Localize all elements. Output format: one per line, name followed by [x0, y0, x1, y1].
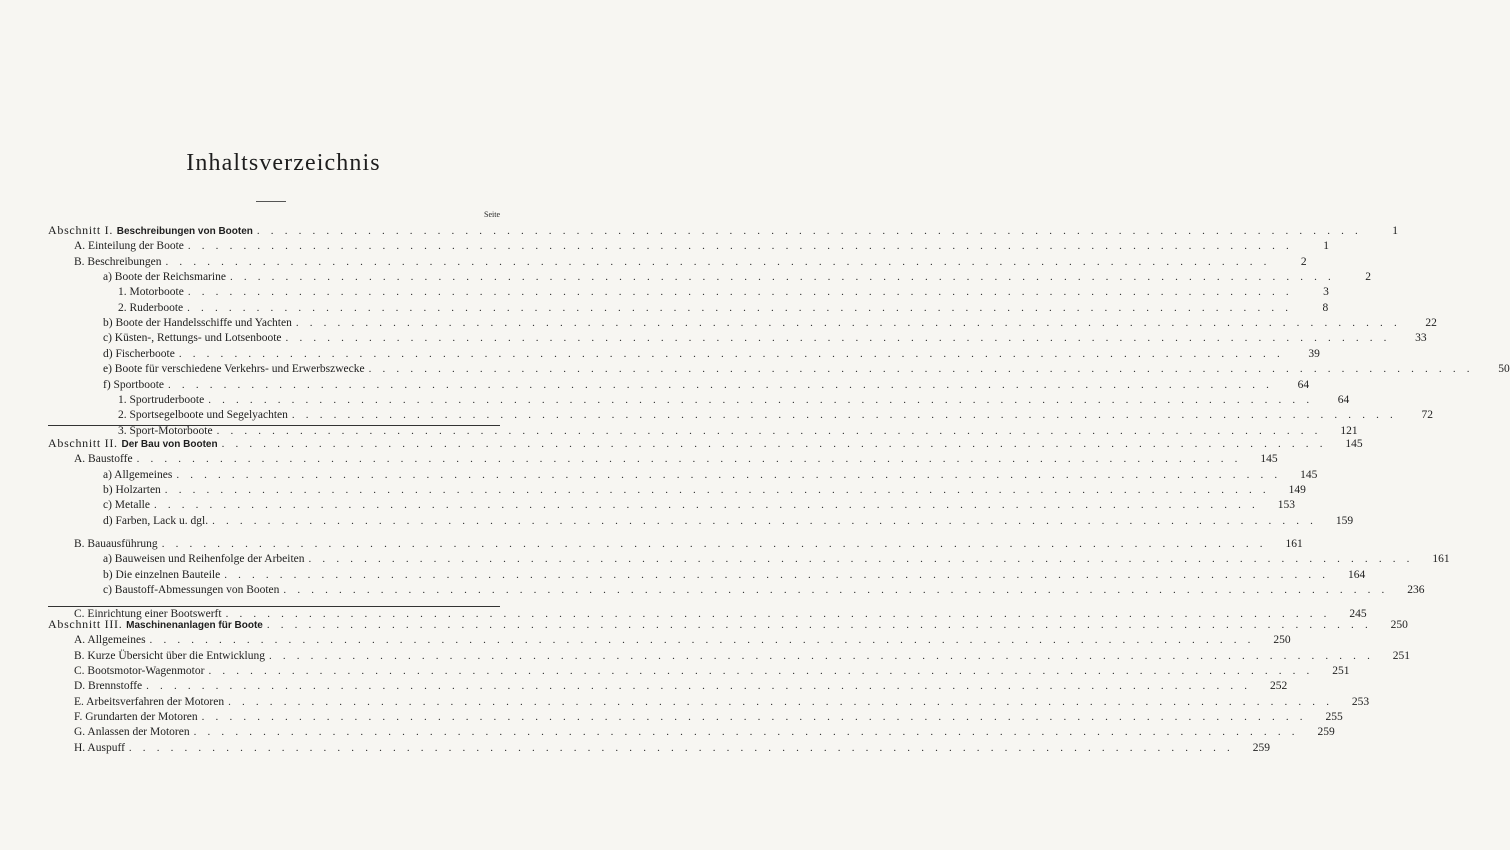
toc-entry [74, 538, 1303, 553]
entry-label: c) Küsten-, Rettungs- und Lotsenboote [103, 332, 282, 345]
dot-leader: . . . . . . . . . . . . . . . . . . . . . . . . . . . . . . . . . . . . . . . . . . . . . . . . . . . . . . . . . . . . . . . . . . . . . . . . . . . . . . . . [193, 726, 1299, 739]
page-number: 8 [1322, 301, 1329, 314]
section-number: Abschnitt II. [48, 436, 118, 450]
toc-entry [103, 484, 1306, 499]
toc-entry [103, 499, 1295, 514]
dot-leader: . . . . . . . . . . . . . . . . . . . . . . . . . . . . . . . . . . . . . . . . . . . . . . . . . . . . . . . . . . . . . . . . . . . . . . . . . . . . . . . . [291, 409, 1397, 422]
dot-leader: . . . . . . . . . . . . . . . . . . . . . . . . . . . . . . . . . . . . . . . . . . . . . . . . . . . . . . . . . . . . . . . . . . . . . . . . . . . . . . . . [368, 363, 1474, 376]
page-number: 236 [1407, 584, 1425, 597]
dot-leader: . . . . . . . . . . . . . . . . . . . . . . . . . . . . . . . . . . . . . . . . . . . . . . . . . . . . . . . . . . . . . . . . . . . . . . . . . . . . . . . . [285, 332, 1391, 345]
entry-label: 3. Sport-Motorboote [118, 424, 213, 437]
toc-entry [103, 332, 1427, 347]
page-number: 1 [1323, 240, 1329, 253]
toc-entry [74, 634, 1291, 649]
page-number: 149 [1288, 484, 1306, 497]
entry-label: 1. Sportruderboote [118, 393, 205, 406]
toc-entry [74, 453, 1278, 468]
page-number: 33 [1415, 332, 1427, 345]
page-number: 121 [1340, 424, 1358, 437]
dot-leader: . . . . . . . . . . . . . . . . . . . . . . . . . . . . . . . . . . . . . . . . . . . . . . . . . . . . . . . . . . . . . . . . . . . . . . . . . . . . . . . . [256, 225, 1362, 237]
dot-leader: . . . . . . . . . . . . . . . . . . . . . . . . . . . . . . . . . . . . . . . . . . . . . . . . . . . . . . . . . . . . . . . . . . . . . . . . . . . . . . . . [164, 484, 1270, 497]
dot-leader: . . . . . . . . . . . . . . . . . . . . . . . . . . . . . . . . . . . . . . . . . . . . . . . . . . . . . . . . . . . . . . . . . . . . . . . . . . . . . . . . [161, 538, 1267, 551]
toc-entry [118, 301, 1329, 317]
entry-label: b) Die einzelnen Bauteile [103, 568, 221, 581]
toc-entry [103, 347, 1320, 363]
page-number: 64 [1337, 393, 1350, 406]
toc-entry [118, 409, 1433, 424]
page-number: 64 [1297, 378, 1310, 391]
page-number: 159 [1335, 514, 1354, 527]
entry-label: B. Beschreibungen [74, 255, 162, 268]
entry-label: c) Baustoff-Abmessungen von Booten [103, 584, 280, 597]
dot-leader: . . . . . . . . . . . . . . . . . . . . . . . . . . . . . . . . . . . . . . . . . . . . . . . . . . . . . . . . . . . . . . . . . . . . . . . . . . . . . . . . [187, 301, 1293, 314]
page-number: 2 [1365, 271, 1372, 284]
entry-label: b) Boote der Handelsschiffe und Yachten [103, 317, 292, 330]
entry-label: a) Bauweisen und Reihenfolge der Arbeiten [103, 553, 305, 566]
dot-leader: . . . . . . . . . . . . . . . . . . . . . . . . . . . . . . . . . . . . . . . . . . . . . . . . . . . . . . . . . . . . . . . . . . . . . . . . . . . . . . . . [178, 347, 1284, 360]
page-number: 39 [1308, 347, 1320, 360]
toc-entry [74, 649, 1411, 665]
section-label [48, 223, 257, 238]
dot-leader: . . . . . . . . . . . . . . . . . . . . . . . . . . . . . . . . . . . . . . . . . . . . . . . . . . . . . . . . . . . . . . . . . . . . . . . . . . . . . . . . [187, 286, 1293, 299]
toc-entry [74, 726, 1335, 741]
entry-label: f) Sportboote [103, 378, 165, 391]
toc-entry [103, 363, 1510, 378]
section-title: Der Bau von Booten [121, 439, 218, 450]
entry-label: D. Brennstoffe [74, 680, 143, 693]
toc-entry [118, 286, 1329, 301]
toc-entry [74, 680, 1288, 695]
dot-leader: . . . . . . . . . . . . . . . . . . . . . . . . . . . . . . . . . . . . . . . . . . . . . . . . . . . . . . . . . . . . . . . . . . . . . . . . . . . . . . . . [165, 255, 1271, 268]
entry-label: B. Bauausführung [74, 538, 158, 551]
toc-entry [74, 240, 1329, 255]
section-label [48, 617, 267, 632]
dot-leader: . . . . . . . . . . . . . . . . . . . . . . . . . . . . . . . . . . . . . . . . . . . . . . . . . . . . . . . . . . . . . . . . . . . . . . . . . . . . . . . . [266, 619, 1372, 631]
page-number: 250 [1273, 634, 1291, 647]
page-number: 161 [1432, 553, 1450, 566]
page-number: 255 [1325, 711, 1343, 724]
toc-entry [103, 317, 1437, 332]
section-title: Maschinenanlagen für Boote [126, 620, 263, 631]
page-number: 253 [1351, 695, 1370, 708]
page-number: 2 [1300, 255, 1307, 268]
entry-label: 2. Ruderboote [118, 301, 184, 314]
entry-label: H. Auspuff [74, 741, 125, 754]
entry-label: A. Allgemeines [74, 634, 146, 647]
page-number: 153 [1277, 499, 1295, 512]
page-number: 3 [1323, 286, 1329, 299]
dot-leader: . . . . . . . . . . . . . . . . . . . . . . . . . . . . . . . . . . . . . . . . . . . . . . . . . . . . . . . . . . . . . . . . . . . . . . . . . . . . . . . . [208, 393, 1314, 406]
dot-leader: . . . . . . . . . . . . . . . . . . . . . . . . . . . . . . . . . . . . . . . . . . . . . . . . . . . . . . . . . . . . . . . . . . . . . . . . . . . . . . . . [176, 468, 1282, 481]
dot-leader: . . . . . . . . . . . . . . . . . . . . . . . . . . . . . . . . . . . . . . . . . . . . . . . . . . . . . . . . . . . . . . . . . . . . . . . . . . . . . . . . [212, 514, 1318, 527]
section-heading [48, 617, 1408, 632]
toc-entry [103, 514, 1354, 530]
entry-label: E. Arbeitsverfahren der Motoren [74, 695, 225, 708]
toc-entry [103, 468, 1318, 484]
dot-leader: . . . . . . . . . . . . . . . . . . . . . . . . . . . . . . . . . . . . . . . . . . . . . . . . . . . . . . . . . . . . . . . . . . . . . . . . . . . . . . . . [149, 634, 1255, 647]
entry-label: B. Kurze Übersicht über die Entwicklung [74, 649, 265, 662]
page-number: 250 [1390, 619, 1408, 631]
toc-entry [74, 741, 1270, 757]
entry-label: 1. Motorboote [118, 286, 184, 299]
entry-label: e) Boote für verschiedene Verkehrs- und Erwerbszwecke [103, 363, 365, 376]
toc-entry [103, 584, 1425, 599]
page-title: Inhaltsverzeichnis [186, 150, 381, 176]
toc-entry [74, 711, 1343, 726]
section-number: Abschnitt III. [48, 617, 123, 631]
dot-leader: . . . . . . . . . . . . . . . . . . . . . . . . . . . . . . . . . . . . . . . . . . . . . . . . . . . . . . . . . . . . . . . . . . . . . . . . . . . . . . . . [201, 711, 1307, 724]
page-number: 259 [1317, 726, 1335, 739]
page-number: 50 [1498, 363, 1510, 376]
page-number: 72 [1421, 409, 1433, 422]
toc-entry [103, 271, 1372, 286]
page-number: 251 [1332, 665, 1350, 678]
entry-label: A. Einteilung der Boote [74, 240, 184, 253]
section-label [48, 436, 222, 451]
toc-entry [103, 553, 1450, 568]
dot-leader: . . . . . . . . . . . . . . . . . . . . . . . . . . . . . . . . . . . . . . . . . . . . . . . . . . . . . . . . . . . . . . . . . . . . . . . . . . . . . . . . [308, 553, 1414, 566]
section-number: Abschnitt I. [48, 223, 114, 237]
entry-label: c) Metalle [103, 499, 150, 512]
section-divider [48, 606, 500, 607]
dot-leader: . . . . . . . . . . . . . . . . . . . . . . . . . . . . . . . . . . . . . . . . . . . . . . . . . . . . . . . . . . . . . . . . . . . . . . . . . . . . . . . . [295, 317, 1401, 330]
dot-leader: . . . . . . . . . . . . . . . . . . . . . . . . . . . . . . . . . . . . . . . . . . . . . . . . . . . . . . . . . . . . . . . . . . . . . . . . . . . . . . . . [221, 438, 1327, 450]
toc-entry [74, 255, 1307, 271]
entry-label: G. Anlassen der Motoren [74, 726, 190, 739]
entry-label: a) Allgemeines [103, 468, 173, 481]
entry-label: C. Bootsmotor-Wagenmotor [74, 665, 205, 678]
dot-leader: . . . . . . . . . . . . . . . . . . . . . . . . . . . . . . . . . . . . . . . . . . . . . . . . . . . . . . . . . . . . . . . . . . . . . . . . . . . . . . . . [229, 271, 1336, 284]
dot-leader: . . . . . . . . . . . . . . . . . . . . . . . . . . . . . . . . . . . . . . . . . . . . . . . . . . . . . . . . . . . . . . . . . . . . . . . . . . . . . . . . [208, 665, 1314, 678]
dot-leader: . . . . . . . . . . . . . . . . . . . . . . . . . . . . . . . . . . . . . . . . . . . . . . . . . . . . . . . . . . . . . . . . . . . . . . . . . . . . . . . . [225, 607, 1331, 620]
page-number: 161 [1285, 538, 1303, 551]
toc-entry [74, 695, 1370, 711]
page-column-header: Seite [484, 210, 500, 219]
dot-leader: . . . . . . . . . . . . . . . . . . . . . . . . . . . . . . . . . . . . . . . . . . . . . . . . . . . . . . . . . . . . . . . . . . . . . . . . . . . . . . . . [187, 240, 1293, 253]
title-divider [256, 201, 286, 202]
entry-label: C. Einrichtung einer Bootswerft [74, 607, 222, 620]
dot-leader: . . . . . . . . . . . . . . . . . . . . . . . . . . . . . . . . . . . . . . . . . . . . . . . . . . . . . . . . . . . . . . . . . . . . . . . . . . . . . . . . [128, 741, 1234, 754]
section-heading [48, 223, 1398, 238]
dot-leader: . . . . . . . . . . . . . . . . . . . . . . . . . . . . . . . . . . . . . . . . . . . . . . . . . . . . . . . . . . . . . . . . . . . . . . . . . . . . . . . . [283, 584, 1389, 597]
entry-label: d) Fischerboote [103, 347, 175, 360]
page-number: 22 [1425, 317, 1437, 330]
dot-leader: . . . . . . . . . . . . . . . . . . . . . . . . . . . . . . . . . . . . . . . . . . . . . . . . . . . . . . . . . . . . . . . . . . . . . . . . . . . . . . . . [228, 695, 1334, 708]
toc-entry [103, 568, 1366, 584]
entry-label: F. Grundarten der Motoren [74, 711, 198, 724]
entry-label: b) Holzarten [103, 484, 161, 497]
page-number: 164 [1348, 568, 1366, 581]
section-heading [48, 436, 1363, 451]
dot-leader: . . . . . . . . . . . . . . . . . . . . . . . . . . . . . . . . . . . . . . . . . . . . . . . . . . . . . . . . . . . . . . . . . . . . . . . . . . . . . . . . [153, 499, 1259, 512]
page-number: 1 [1392, 225, 1398, 237]
dot-leader: . . . . . . . . . . . . . . . . . . . . . . . . . . . . . . . . . . . . . . . . . . . . . . . . . . . . . . . . . . . . . . . . . . . . . . . . . . . . . . . . [224, 568, 1330, 581]
page-number: 145 [1345, 438, 1363, 450]
page-number: 145 [1300, 468, 1318, 481]
toc-entry [118, 393, 1350, 409]
dot-leader: . . . . . . . . . . . . . . . . . . . . . . . . . . . . . . . . . . . . . . . . . . . . . . . . . . . . . . . . . . . . . . . . . . . . . . . . . . . . . . . . [146, 680, 1252, 693]
dot-leader: . . . . . . . . . . . . . . . . . . . . . . . . . . . . . . . . . . . . . . . . . . . . . . . . . . . . . . . . . . . . . . . . . . . . . . . . . . . . . . . . [216, 424, 1322, 437]
entry-label: d) Farben, Lack u. dgl. [103, 514, 209, 527]
dot-leader: . . . . . . . . . . . . . . . . . . . . . . . . . . . . . . . . . . . . . . . . . . . . . . . . . . . . . . . . . . . . . . . . . . . . . . . . . . . . . . . . [268, 649, 1375, 662]
entry-label: A. Baustoffe [74, 453, 133, 466]
toc-entry [74, 665, 1350, 680]
section-title: Beschreibungen von Booten [116, 226, 253, 237]
entry-label: a) Boote der Reichsmarine [103, 271, 226, 284]
page-number: 251 [1392, 649, 1411, 662]
page-number: 259 [1252, 741, 1270, 754]
page-number: 245 [1349, 607, 1367, 620]
section-divider [48, 425, 500, 426]
dot-leader: . . . . . . . . . . . . . . . . . . . . . . . . . . . . . . . . . . . . . . . . . . . . . . . . . . . . . . . . . . . . . . . . . . . . . . . . . . . . . . . . [136, 453, 1242, 466]
page-number: 145 [1260, 453, 1278, 466]
page-number: 252 [1269, 680, 1288, 693]
dot-leader: . . . . . . . . . . . . . . . . . . . . . . . . . . . . . . . . . . . . . . . . . . . . . . . . . . . . . . . . . . . . . . . . . . . . . . . . . . . . . . . . [168, 378, 1274, 391]
entry-label: 2. Sportsegelboote und Segelyachten [118, 409, 288, 422]
toc-entry [103, 378, 1310, 394]
